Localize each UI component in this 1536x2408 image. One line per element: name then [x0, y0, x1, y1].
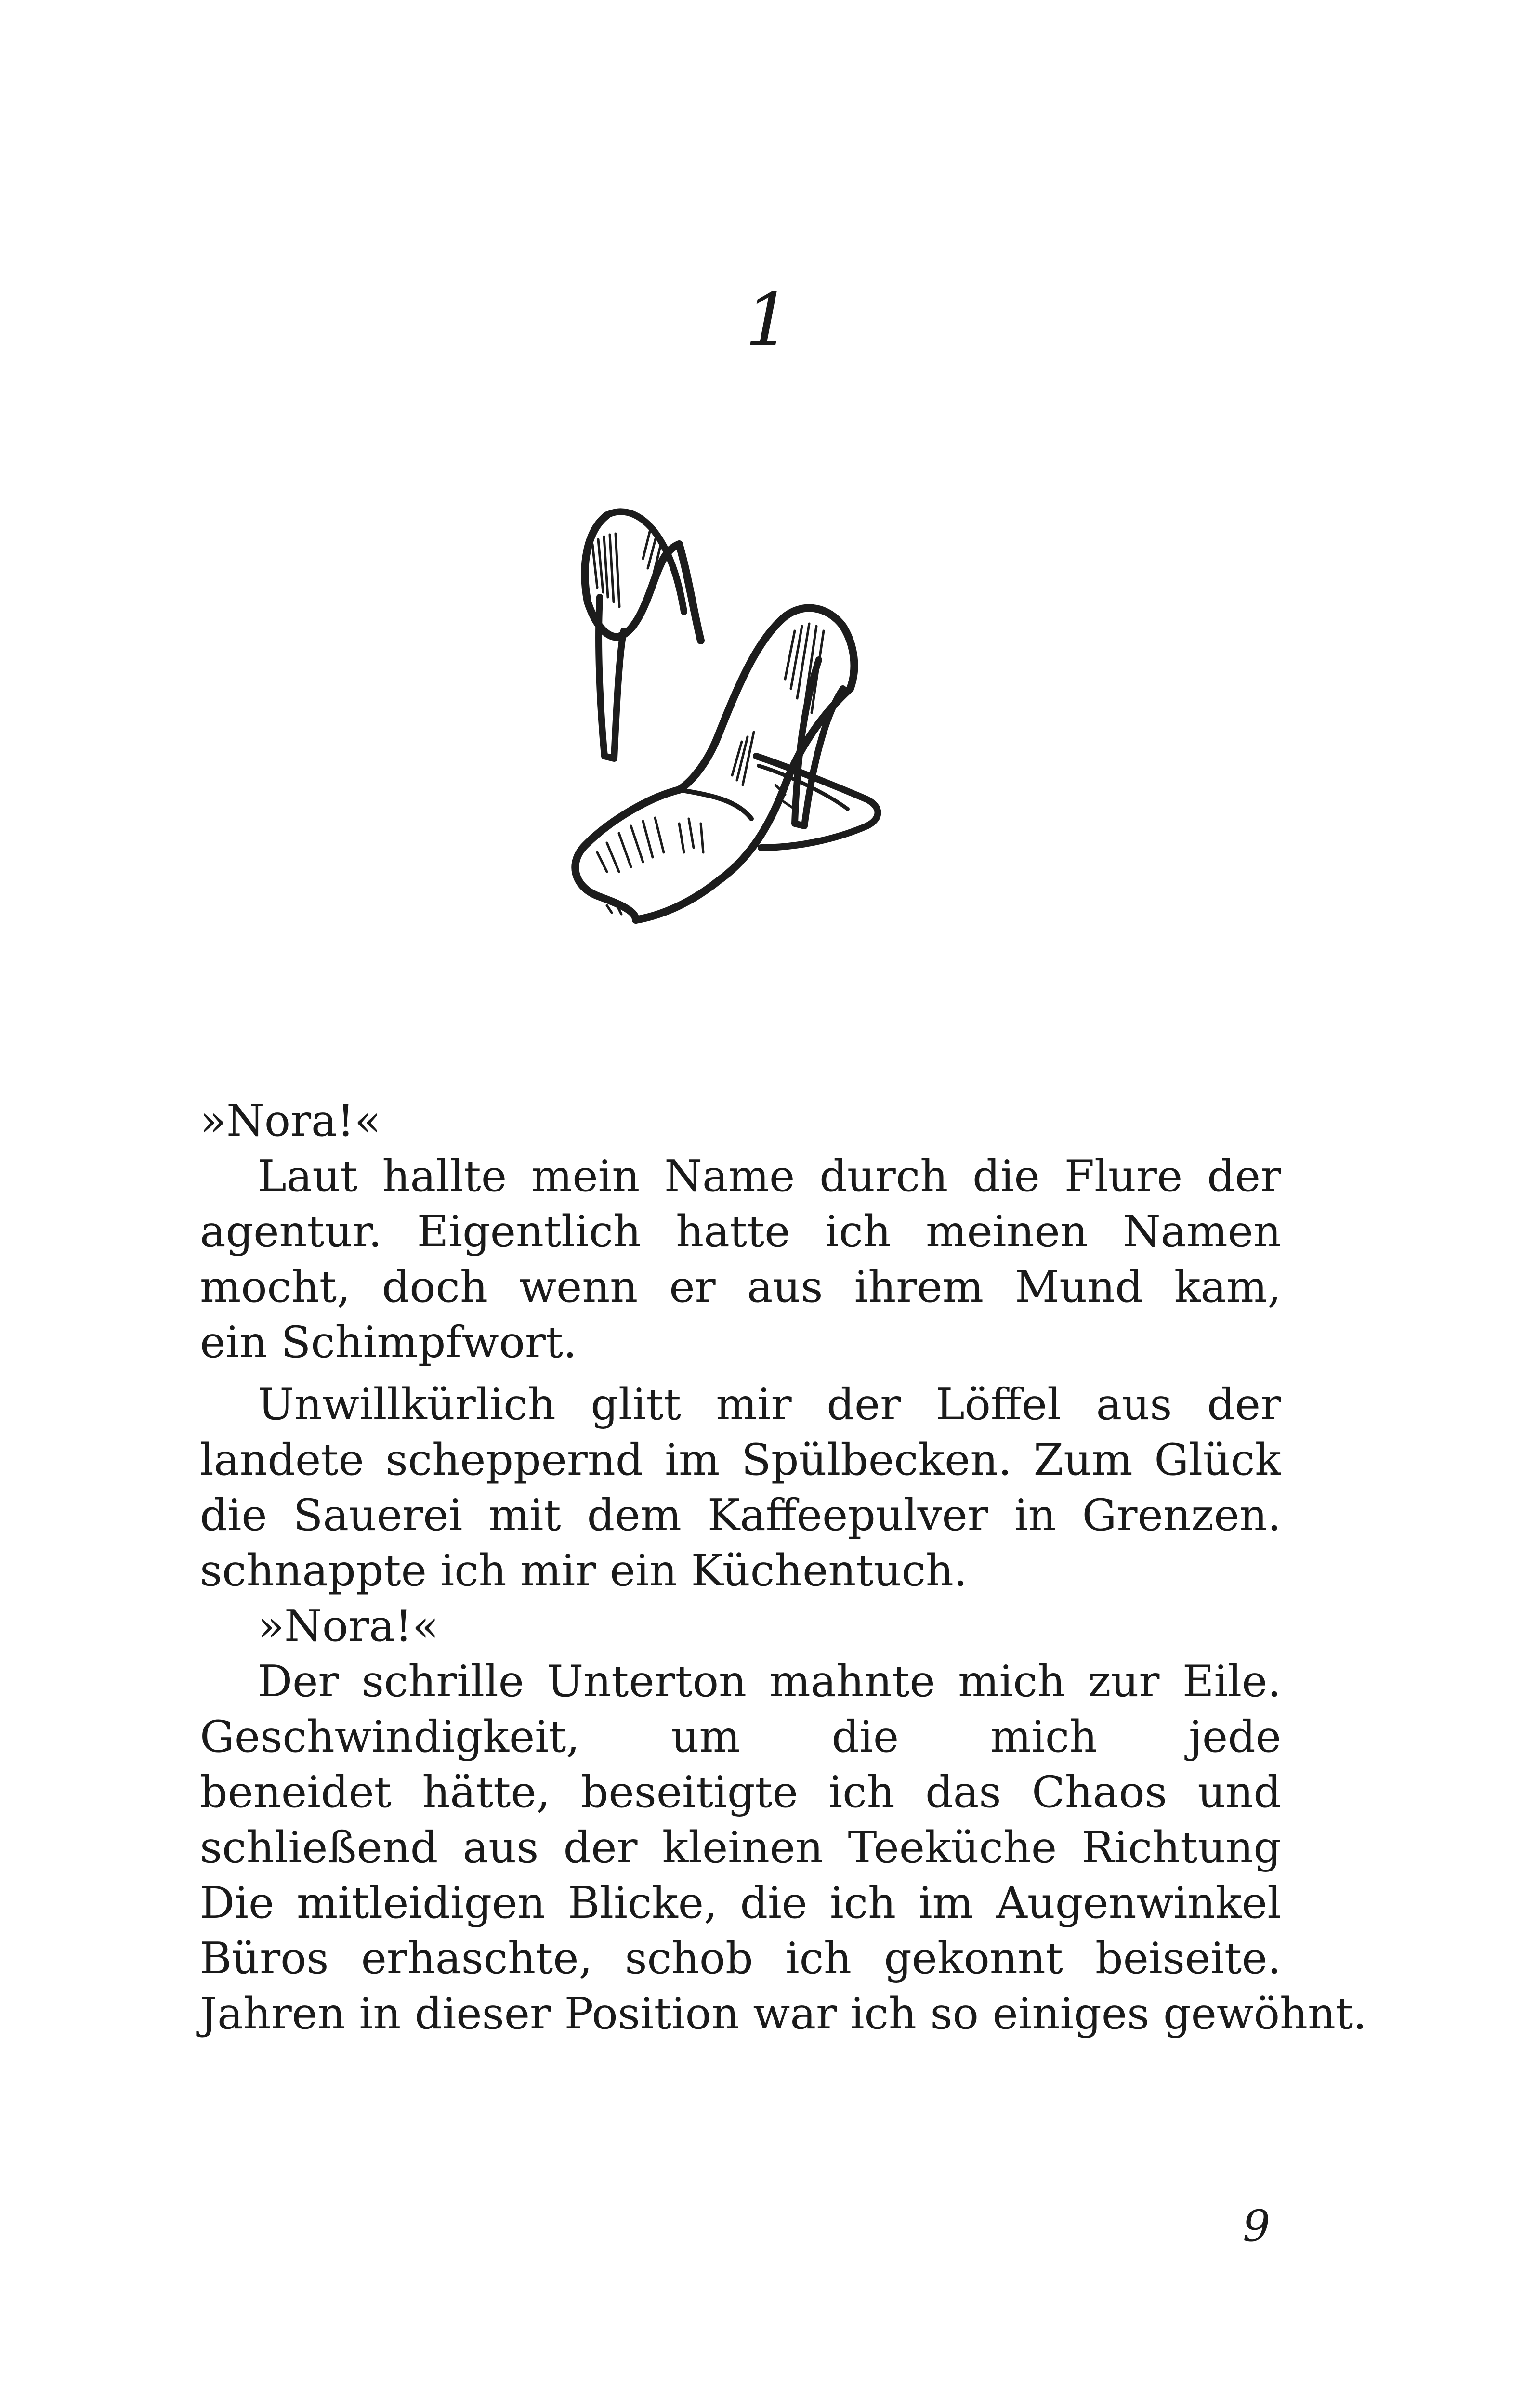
text-line: Jahren in dieser Position war ich so einiges gewöhnt.	[200, 1989, 1367, 2039]
text-line: Die mitleidigen Blicke, die ich im Augenwinkel	[200, 1878, 1281, 1928]
text-line: Unwillkürlich glitt mir der Löffel aus der	[258, 1379, 1281, 1430]
text-line: Laut hallte mein Name durch die Flure der	[258, 1151, 1281, 1202]
text-line: schnappte ich mir ein Küchentuch.	[200, 1545, 968, 1596]
page-number: 9	[1243, 2201, 1271, 2251]
high-heels-icon	[535, 486, 949, 949]
text-line: agentur. Eigentlich hatte ich meinen Namen	[200, 1206, 1281, 1257]
chapter-number: 1	[745, 278, 791, 362]
text-line: »Nora!«	[258, 1601, 439, 1651]
text-line: Geschwindigkeit, um die mich jede	[200, 1712, 1281, 1762]
text-line: Der schrille Unterton mahnte mich zur Eile.	[258, 1656, 1281, 1707]
text-line: »Nora!«	[200, 1096, 381, 1146]
text-line: Büros erhaschte, schob ich gekonnt beiseite.	[200, 1933, 1281, 1984]
chapter-text	[200, 1093, 1367, 2042]
text-line: landete scheppernd im Spülbecken. Zum Glück	[200, 1435, 1281, 1485]
high-heels-illustration	[535, 486, 949, 949]
text-line: beneidet hätte, beseitigte ich das Chaos und	[200, 1767, 1281, 1818]
text-line: ein Schimpfwort.	[200, 1317, 577, 1368]
text-line: mocht, doch wenn er aus ihrem Mund kam,	[200, 1262, 1281, 1312]
text-line: schließend aus der kleinen Teeküche Richtung	[200, 1822, 1281, 1873]
text-line: die Sauerei mit dem Kaffeepulver in Grenzen.	[200, 1490, 1281, 1541]
